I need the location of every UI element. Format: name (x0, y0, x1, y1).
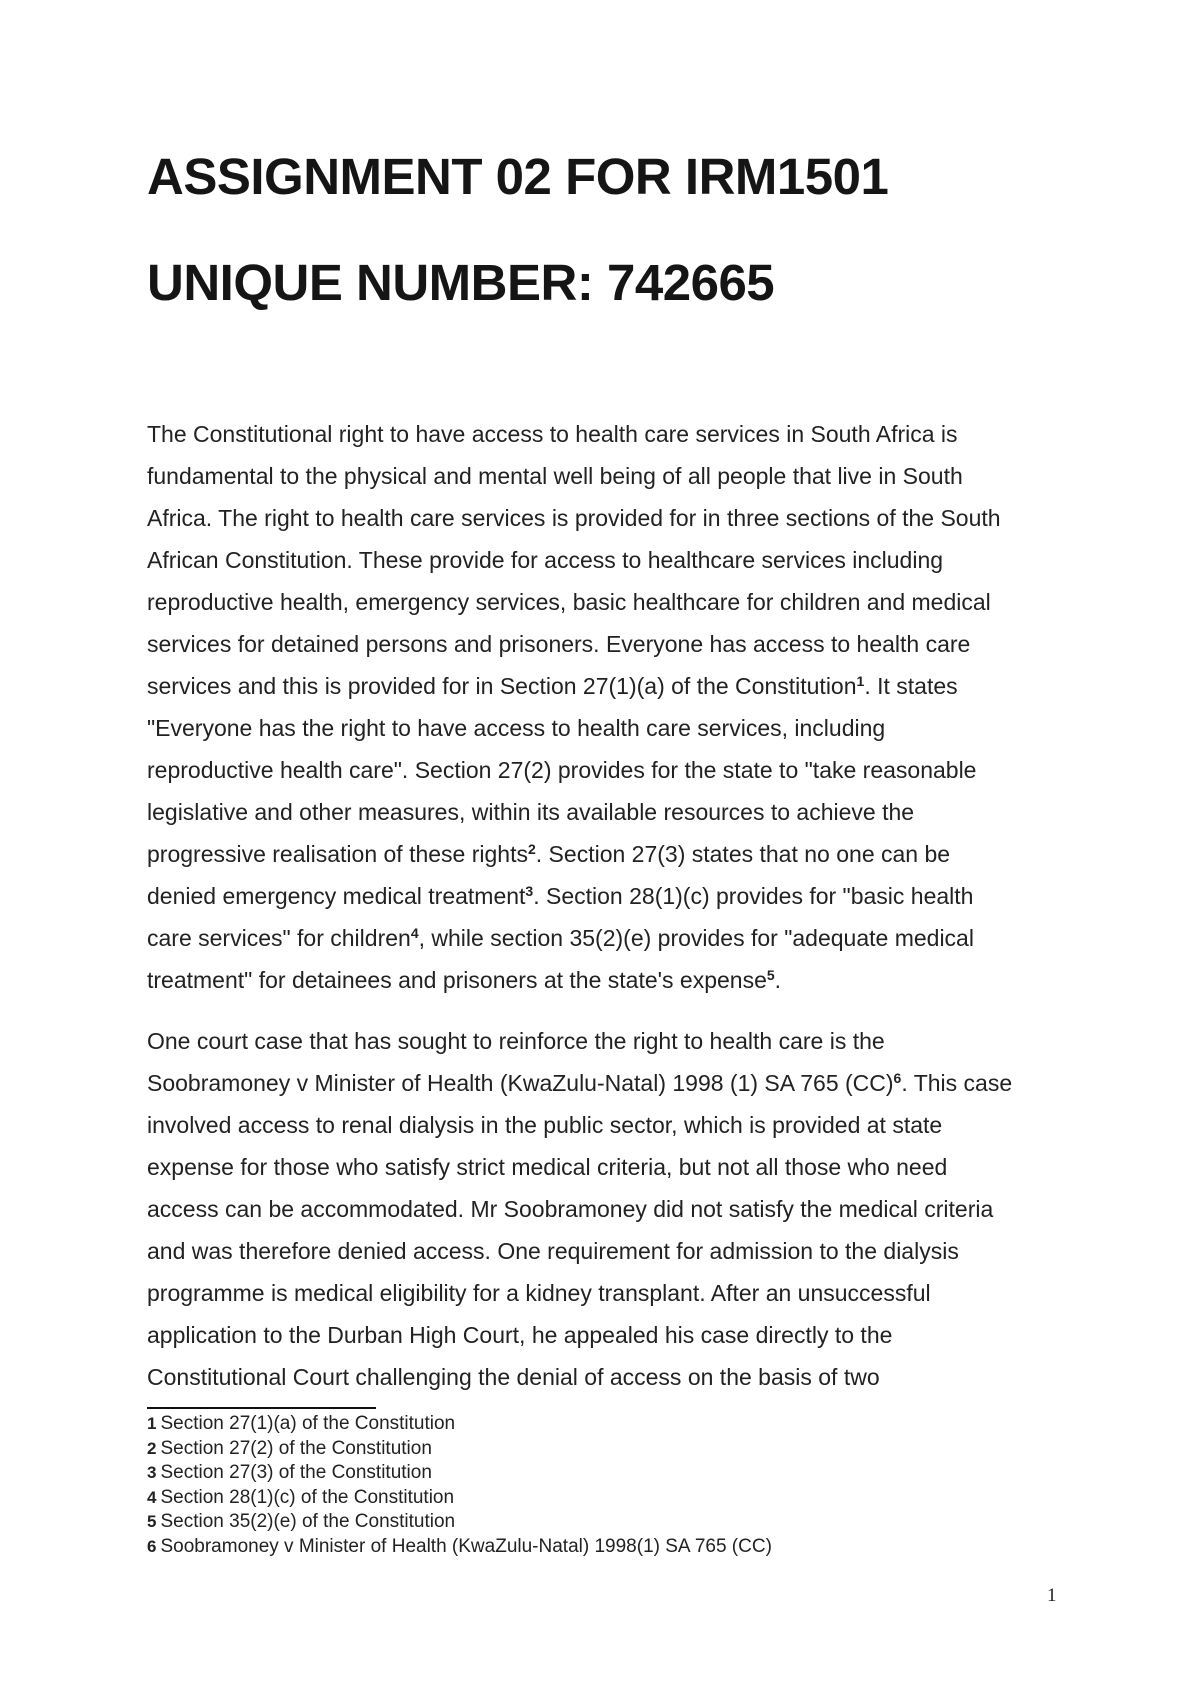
text-line: The Constitutional right to have access to health care services in South Africa is (147, 421, 958, 447)
footnote-text: Section 27(2) of the Constitution (160, 1437, 432, 1459)
text-line: expense for those who satisfy strict medical criteria, but not all those who need (147, 1154, 948, 1180)
text-line (147, 959, 1077, 1001)
line-text: . Section 28(1)(c) provides for "basic health (533, 883, 974, 909)
document-title: ASSIGNMENT 02 FOR IRM1501 (147, 148, 889, 205)
body-paragraph-2 (147, 1020, 1077, 1398)
footnote-item (147, 1437, 772, 1462)
footnote-reference[interactable]: 1 (856, 673, 865, 689)
footnote-number: 6 (147, 1536, 157, 1556)
text-line (147, 875, 1077, 917)
footnote-separator (147, 1407, 376, 1409)
body-paragraph-1 (147, 413, 1077, 1001)
text-line: programme is medical eligibility for a kidney transplant. After an unsuccessful (147, 1280, 931, 1306)
text-line: Africa. The right to health care services is provided for in three sections of the South (147, 505, 1001, 531)
footnote-item (147, 1510, 772, 1535)
line-text: Soobramoney v Minister of Health (KwaZulu-Natal) 1998 (1) SA 765 (CC) (147, 1070, 894, 1096)
line-text: . Section 27(3) states that no one can be (535, 841, 951, 867)
text-line: Constitutional Court challenging the denial of access on the basis of two (147, 1364, 880, 1390)
line-text: denied emergency medical treatment (147, 883, 526, 909)
footnote-text: Soobramoney v Minister of Health (KwaZulu-Natal) 1998(1) SA 765 (CC) (160, 1535, 772, 1557)
footnote-text: Section 28(1)(c) of the Constitution (160, 1486, 455, 1508)
line-text: care services" for children (147, 925, 411, 951)
text-line: access can be accommodated. Mr Soobramoney did not satisfy the medical criteria (147, 1196, 994, 1222)
footnote-text: Section 35(2)(e) of the Constitution (160, 1511, 456, 1532)
text-line (147, 665, 1077, 707)
text-line: involved access to renal dialysis in the public sector, which is provided at state (147, 1112, 943, 1138)
line-text: treatment" for detainees and prisoners at the state's expense (147, 967, 767, 993)
page-number: 1 (1047, 1585, 1057, 1606)
footnote-reference[interactable]: 3 (525, 883, 534, 899)
text-line: African Constitution. These provide for access to healthcare services including (147, 547, 944, 573)
text-line (147, 917, 1077, 959)
line-text: progressive realisation of these rights (147, 841, 528, 867)
footnote-number: 4 (147, 1487, 157, 1507)
text-line: reproductive health, emergency services, basic healthcare for children and medical (147, 589, 991, 615)
footnote-item (147, 1535, 772, 1560)
footnote-item (147, 1412, 772, 1437)
footnote-number: 5 (147, 1512, 157, 1531)
footnote-text: Section 27(1)(a) of the Constitution (160, 1413, 456, 1434)
text-line (147, 1062, 1077, 1104)
text-line: legislative and other measures, within its available resources to achieve the (147, 799, 915, 825)
text-line: One court case that has sought to reinforce the right to health care is the (147, 1028, 885, 1054)
unique-number-heading: UNIQUE NUMBER: 742665 (147, 254, 775, 311)
footnote-reference[interactable]: 6 (893, 1070, 902, 1086)
footnote-number: 3 (147, 1463, 157, 1482)
line-text: . (774, 967, 782, 993)
line-text: , while section 35(2)(e) provides for "adequate medical (418, 925, 974, 951)
text-line: and was therefore denied access. One requirement for admission to the dialysis (147, 1238, 959, 1264)
text-line: "Everyone has the right to have access to health care services, including (147, 715, 886, 741)
text-line: application to the Durban High Court, he appealed his case directly to the (147, 1322, 893, 1348)
footnote-reference[interactable]: 4 (410, 925, 419, 941)
footnote-reference[interactable]: 2 (527, 841, 536, 857)
line-text: . It states (864, 673, 958, 699)
footnote-text: Section 27(3) of the Constitution (160, 1462, 432, 1483)
footnotes-list (147, 1412, 772, 1559)
text-line: services for detained persons and prisoners. Everyone has access to health care (147, 631, 971, 657)
footnote-number: 1 (147, 1414, 157, 1433)
line-text: . This case (901, 1070, 1013, 1096)
text-line: fundamental to the physical and mental well being of all people that live in South (147, 463, 963, 489)
footnote-number: 2 (147, 1438, 157, 1458)
text-line (147, 833, 1077, 875)
text-line: reproductive health care". Section 27(2) provides for the state to "take reasonable (147, 757, 977, 783)
footnote-item (147, 1461, 772, 1486)
line-text: services and this is provided for in Section 27(1)(a) of the Constitution (147, 673, 857, 699)
footnote-item (147, 1486, 772, 1511)
footnote-reference[interactable]: 5 (766, 967, 775, 983)
